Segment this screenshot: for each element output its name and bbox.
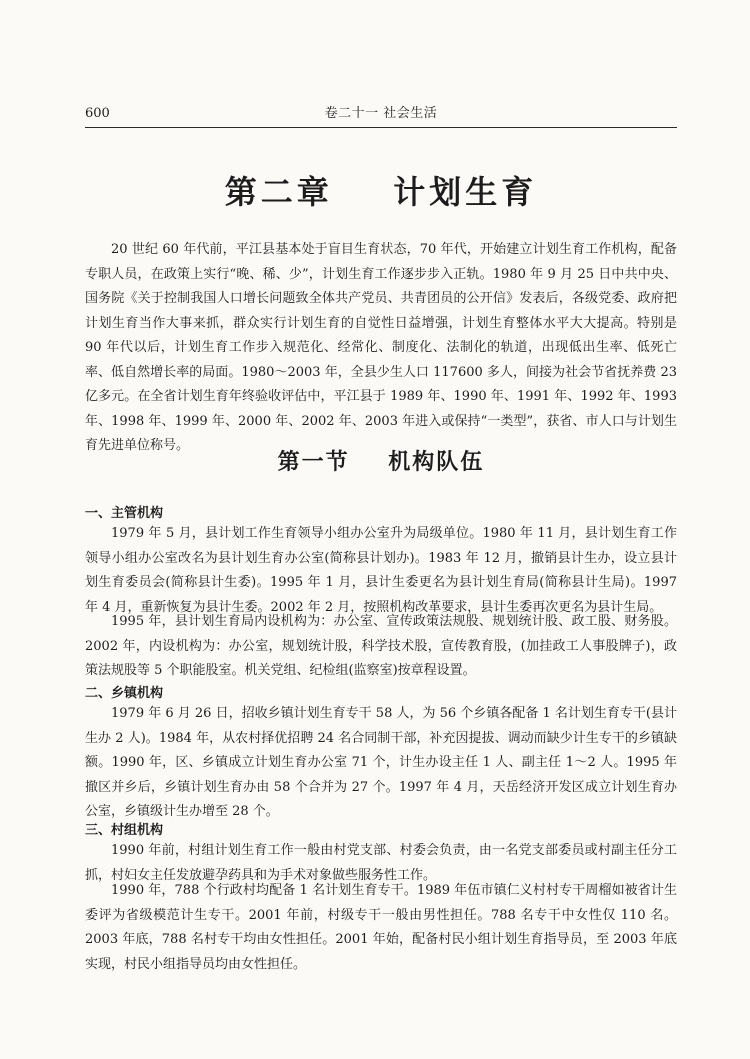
subheading-village: 三、村组机构: [85, 823, 164, 838]
paragraph: 1990 年，788 个行政村均配备 1 名计划生育专干。1989 年伍市镇仁义村村专干周榴如被省计生委评为省级模范计生专干。2001 年前，村级专干一般由男性担任。788 名专干中女性仅 110 名。2003 年底，788 名村专干均由女性担任。2001 年始，配备村民小组计划生育指导员，至 2003 年底实现，村民小组指导员均由女性担任。: [85, 883, 677, 972]
paragraph: 1979 年 5 月，县计划工作生育领导小组办公室升为局级单位。1980 年 11 月，县计划生育工作领导小组办公室改名为县计划生育办公室(简称县计划办)。1983 年 12 月，撤销县计生办，设立县计划生育委员会(简称县计生委)。1995 年 1 月，县计生委更名为县计划生育局(简称县计生局)。1997 年 4 月，重新恢复为县计生委。2002 年 2 月，按照机构改革要求，县计生委再次更名为县计生局。: [85, 526, 677, 615]
paragraph: 1995 年，县计划生育局内设机构为：办公室、宣传政策法规股、规划统计股、政工股、财务股。2002 年，内设机构为：办公室，规划统计股，科学技术股，宣传教育股，(加挂政工人事股牌子)，政策法规股等 5 个职能股室。机关党组、纪检组(监察室)按章程设置。: [85, 614, 677, 678]
paragraph: 1990 年前，村组计划生育工作一般由村党支部、村委会负责，由一名党支部委员或村副主任分工抓，村妇女主任发放避孕药具和为手术对象做些服务性工作。: [85, 843, 677, 883]
chapter-title: 第二章 计划生育: [224, 173, 538, 211]
page-header: [85, 104, 677, 124]
page-number: 600: [85, 106, 110, 121]
paragraph: 1979 年 6 月 26 日，招收乡镇计划生育专干 58 人，为 56 个乡镇各配备 1 名计划生育专干(县计生办 2 人)。1984 年，从农村择优招聘 24 名合同制干部，补充因提拔、调动而缺少计生专干的乡镇缺额。1990 年，区、乡镇成立计划生育办公室 71 个，计生办设主任 1 人、副主任 1～2 人。1995 年撤区并乡后，乡镇计划生育办由 58 个合并为 27 个。1997 年 4 月，天岳经济开发区成立计划生育办公室，乡镇级计生办增至 28 个。: [85, 706, 677, 819]
section-title: 第一节 机构队伍: [277, 450, 485, 475]
header-rule: [85, 127, 677, 128]
running-head: 卷二十一 社会生活: [324, 106, 438, 121]
chapter-intro: 20 世纪 60 年代前，平江县基本处于盲目生育状态，70 年代，开始建立计划生育工作机构，配备专职人员，在政策上实行“晚、稀、少”，计划生育工作逐步步入正轨。1980 年 9 月 25 日中共中央、国务院《关于控制我国人口增长问题致全体共产党员、共青团员的公开信》发表后，各级党委、政府把计划生育当作大事来抓，群众实行计划生育的自觉性日益增强，计划生育整体水平大大提高。特别是 90 年代以后，计划生育工作步入规范化、经常化、制度化、法制化的轨道，出现低出生率、低死亡率、低自然增长率的局面。1980～2003 年，全县少生人口 117600 多人，间接为社会节省抚养费 23 亿多元。在全省计划生育年终验收评估中，平江县于 1989 年、1990 年、1991 年、1992 年、1993 年、1998 年、1999 年、2000 年、2002 年、2003 年进入或保持“一类型”，获省、市人口与计划生育先进单位称号。: [85, 242, 677, 453]
subheading-township: 二、乡镇机构: [85, 686, 164, 701]
subheading-authority: 一、主管机构: [85, 506, 164, 521]
